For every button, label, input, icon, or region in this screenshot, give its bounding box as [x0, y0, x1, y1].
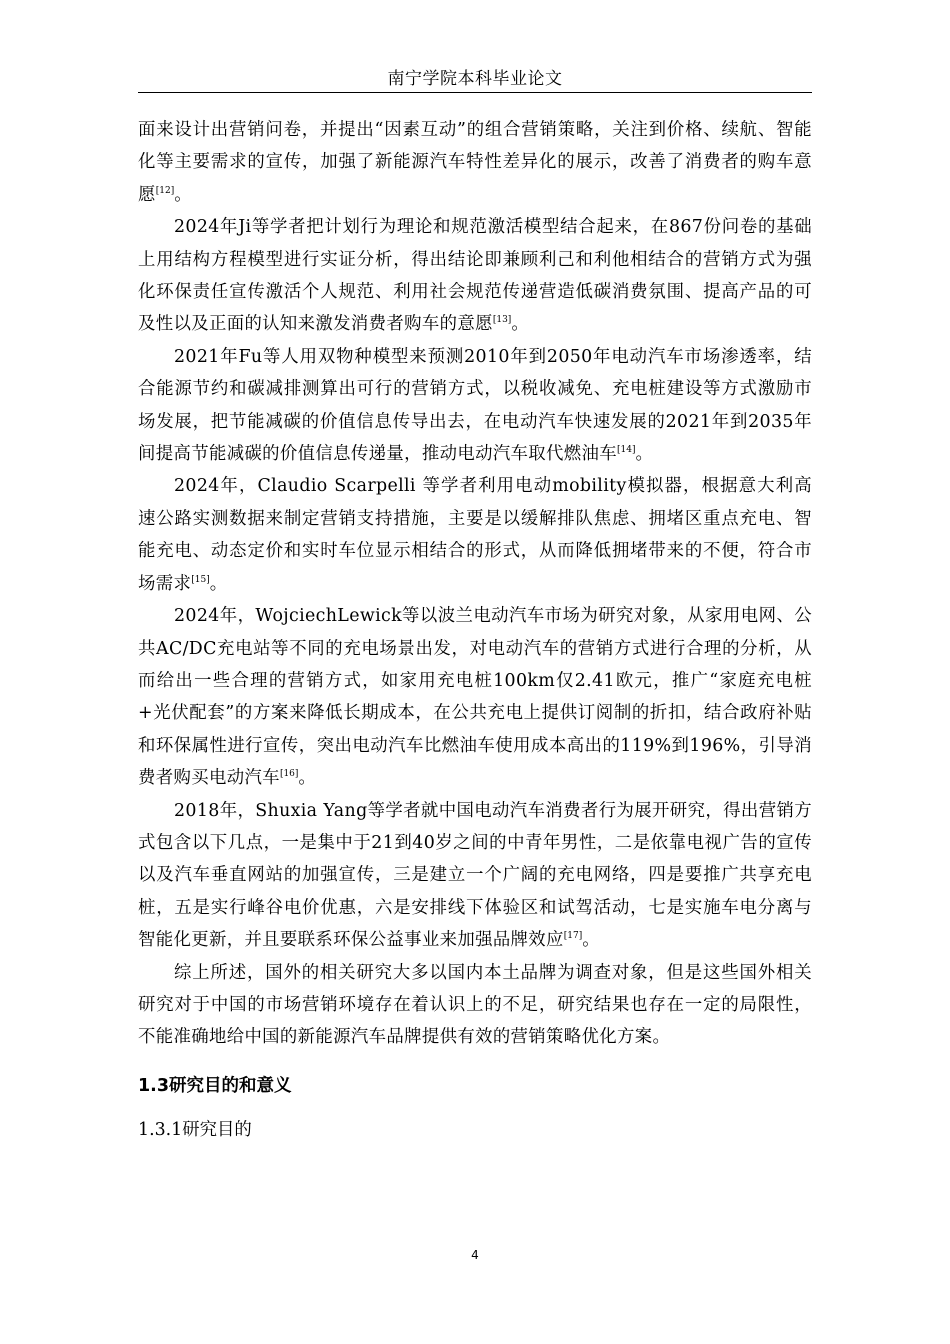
paragraph-text: 2021年Fu等人用双物种模型来预测2010年到2050年电动汽车市场渗透率，结合能源节约和碳减排测算出可行的营销方式，以税收减免、充电桩建设等方式激励市场发展，把节能减碳的价值信息传导出去，在电动汽车快速发展的2021年到2035年间提高节能减碳的价值信息传递量，推动电动汽车取代燃油车	[138, 346, 812, 465]
paragraph-text: 2024年Ji等学者把计划行为理论和规范激活模型结合起来，在867份问卷的基础上用结构方程模型进行实证分析，得出结论即兼顾利己和利他相结合的营销方式为强化环保责任宣传激活个人规范、利用社会规范传递营造低碳消费氛围、提高产品的可及性以及正面的认知来激发消费者购车的意愿	[138, 217, 812, 335]
paragraph-continuation	[138, 114, 812, 211]
running-header: 南宁学院本科毕业论文	[387, 69, 563, 89]
paragraph-text: 综上所述，国外的相关研究大多以国内本土品牌为调查对象，但是这些国外相关研究对于中国的市场营销环境存在着认识上的不足，研究结果也存在一定的局限性，不能准确地给中国的新能源汽车品牌提供有效的营销策略优化方案。	[138, 962, 812, 1048]
paragraph-text: 面来设计出营销问卷，并提出“因素互动”的组合营销策略，关注到价格、续航、智能化等主要需求的宣传，加强了新能源汽车特性差异化的展示，改善了消费者的购车意愿	[138, 120, 812, 205]
citation-ref: [16]	[279, 769, 299, 780]
paragraph-tail: 。	[209, 573, 228, 594]
page-number: 4	[471, 1248, 479, 1262]
paragraph-text: 2018年，Shuxia Yang等学者就中国电动汽车消费者行为展开研究，得出营销方式包含以下几点，一是集中于21到40岁之间的中青年男性，二是依靠电视广告的宣传以及汽车垂直网站的加强宣传，三是建立一个广阔的充电网络，四是要推广共享充电桩，五是实行峰谷电价优惠，六是安排线下体验区和试驾活动，七是实施车电分离与智能化更新，并且要联系环保公益事业来加强品牌效应	[138, 800, 812, 951]
citation-ref: [13]	[492, 315, 512, 326]
paragraph-yang	[138, 795, 812, 957]
paragraph-summary	[138, 957, 812, 1054]
citation-ref: [14]	[617, 445, 636, 456]
citation-ref: [12]	[155, 185, 175, 196]
paragraph-tail: 。	[298, 768, 317, 789]
paragraph-scarpelli	[138, 470, 812, 600]
paragraph-text: 2024年，WojciechLewick等以波兰电动汽车市场为研究对象，从家用电网、公共AC/DC充电站等不同的充电场景出发，对电动汽车的营销方式进行合理的分析，从而给出一些合理的营销方式，如家用充电桩100km仅2.41欧元，推广“家庭充电桩+光伏配套”的方案来降低长期成本，在公共充电上提供订阅制的折扣，结合政府补贴和环保属性进行宣传，突出电动汽车比燃油车使用成本高出的119%到196%，引导消费者购买电动汽车	[138, 606, 812, 789]
paragraph-text: 2024年，Claudio Scarpelli 等学者利用电动mobility模拟器，根据意大利高速公路实测数据来制定营销支持措施，主要是以缓解排队焦虑、拥堵区重点充电、智能充电、动态定价和实时车位显示相结合的形式，从而降低拥堵带来的不便，符合市场需求	[138, 476, 812, 594]
paragraph-fu	[138, 341, 812, 471]
body-text	[138, 114, 812, 1146]
paragraph-tail: 。	[635, 444, 654, 465]
section-heading: 1.3研究目的和意义	[138, 1075, 292, 1096]
paragraph-tail: 。	[511, 314, 530, 335]
subsection-heading: 1.3.1研究目的	[138, 1119, 252, 1140]
paragraph-ji	[138, 211, 812, 341]
citation-ref: [17]	[563, 931, 583, 942]
paragraph-lewick	[138, 600, 812, 794]
citation-ref: [15]	[191, 574, 210, 585]
paragraph-tail: 。	[582, 930, 601, 951]
paragraph-tail: 。	[174, 184, 192, 205]
header-rule	[138, 92, 812, 93]
